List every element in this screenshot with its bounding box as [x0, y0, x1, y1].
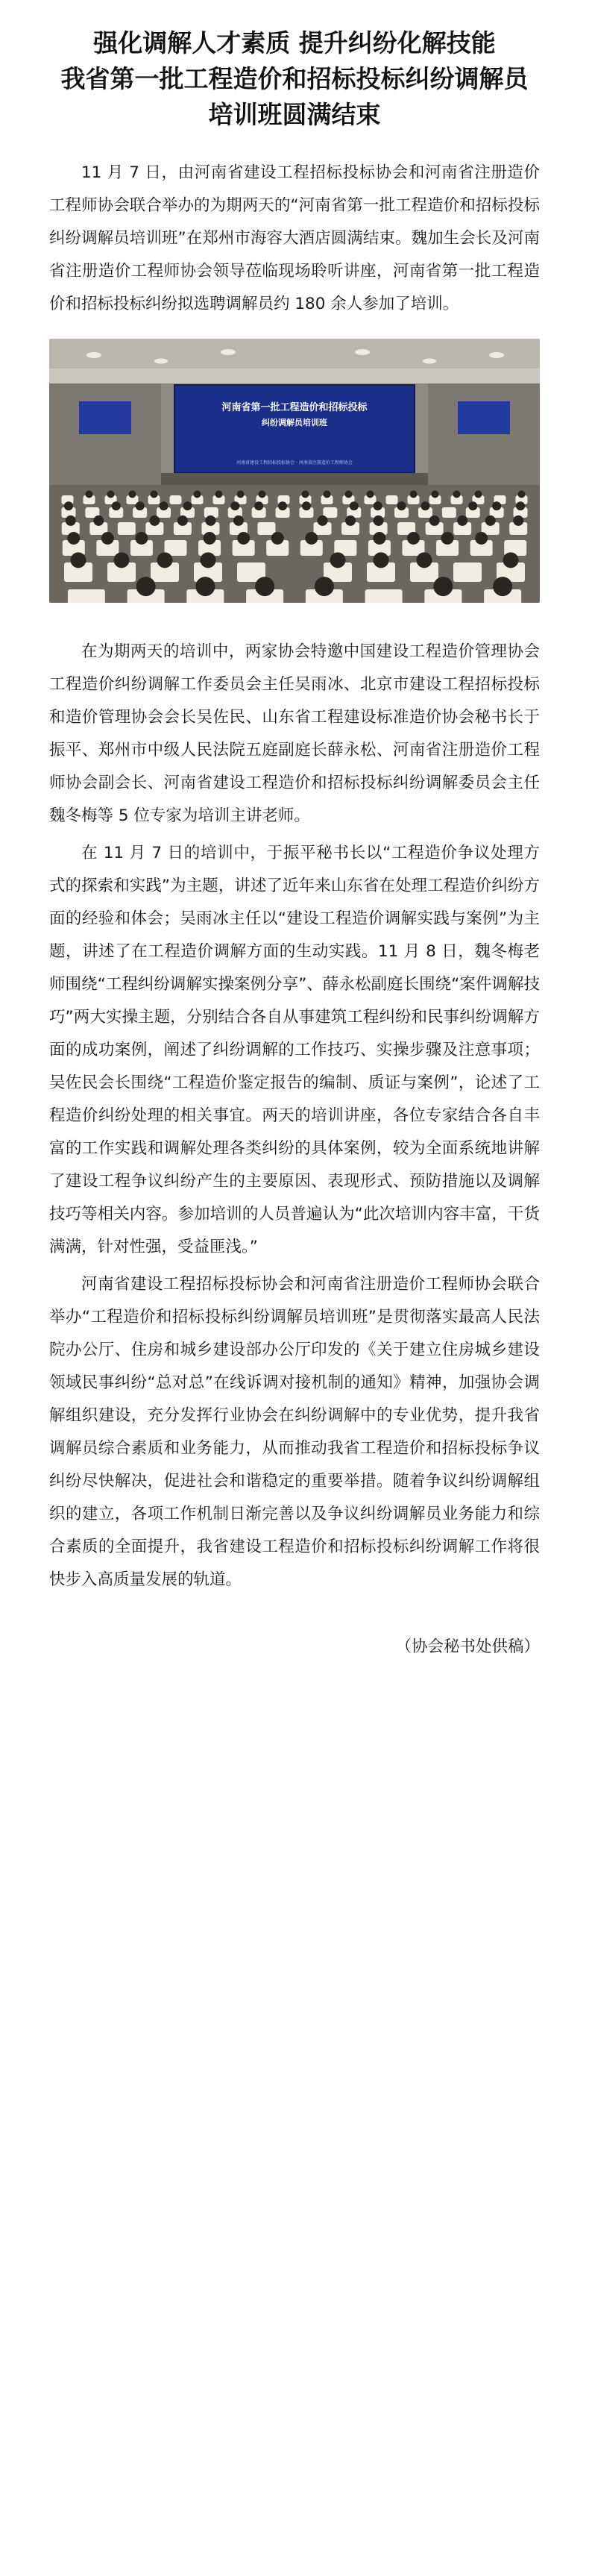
audience-head	[417, 552, 432, 568]
audience-head	[194, 491, 201, 498]
audience-head	[101, 532, 114, 545]
audience-head	[93, 515, 104, 526]
audience-head	[410, 491, 418, 498]
audience-head	[136, 501, 145, 510]
audience-head	[485, 515, 496, 526]
audience-head	[518, 491, 526, 498]
audience-head	[230, 501, 239, 510]
audience-head	[373, 532, 385, 545]
audience-head	[114, 552, 130, 568]
audience-chair	[118, 522, 136, 535]
audience-head	[205, 515, 215, 526]
audience-head	[107, 491, 115, 498]
audience-chair	[386, 495, 398, 504]
audience-head	[345, 491, 353, 498]
audience-head	[453, 491, 461, 498]
paragraph-significance: 河南省建设工程招标投标协会和河南省注册造价工程师协会联合举办“工程造价和招标投标纠纷调解员培训班”是贯彻落实最高人民法院办公厅、住房和城乡建设部办公厅印发的《关于建立住房城乡建设领域民事纠纷“总对总”在线诉调对接机制的通知》精神，加强协会调解组织建设，充分发挥行业协会在纠纷调解中的专业优势，提升我省调解员综合素质和业务能力，从而推动我省工程造价和招标投标争议纠纷尽快解决，促进社会和谐稳定的重要举措。随着争议纠纷调解组织的建立，各项工作机制日渐完善以及争议纠纷调解员业务能力和综合素质的全面提升，我省建设工程造价和招标投标纠纷调解工作将很快步入高质量发展的轨道。	[49, 1275, 540, 1589]
audience-head	[149, 515, 160, 526]
audience-head	[151, 491, 158, 498]
audience-head	[374, 552, 389, 568]
audience-head	[374, 515, 384, 526]
paragraph-lecturers: 在为期两天的培训中，两家协会特邀中国建设工程造价管理协会工程造价纠纷调解工作委员会主任吴雨冰、北京市建设工程招标投标和造价管理协会会长吴佐民、山东省工程建设标准造价协会秘书长于振平、郑州市中级人民法院五庭副庭长薛永松、河南省注册造价工程师协会副会长、河南省建设工程造价和招标投标纠纷调解委员会主任魏冬梅等 5 位专家为培训主讲老师。	[49, 642, 540, 825]
audience-head	[493, 577, 512, 596]
audience-head	[233, 515, 244, 526]
audience-head	[237, 532, 250, 545]
paragraph-intro: 11 月 7 日，由河南省建设工程招标投标协会和河南省注册造价工程师协会联合举办的为期两天的“河南省第一批工程造价和招标投标纠纷调解员培训班”在郑州市海容大酒店圆满结束。魏加生会长及河南省注册造价工程师协会领导莅临现场聆听讲座，河南省第一批工程造价和招标投标纠纷拟选聘调解员约 180 余人参加了培训。	[49, 163, 540, 313]
audience-head	[421, 501, 429, 510]
audience-head	[66, 515, 76, 526]
conference-photo-image	[49, 339, 540, 603]
audience-head	[305, 532, 318, 545]
audience-head	[129, 491, 136, 498]
audience-head	[135, 532, 148, 545]
audience-chair	[323, 507, 337, 518]
audience-head	[330, 552, 346, 568]
audience-head	[318, 515, 328, 526]
audience-head	[160, 501, 168, 510]
banner-text-line-2: 纠纷调解员培训班	[262, 418, 327, 427]
audience-head	[441, 532, 454, 545]
audience-head	[513, 515, 523, 526]
audience-head	[324, 491, 331, 498]
audience-head	[350, 501, 359, 510]
audience-head	[468, 501, 477, 510]
audience-chair	[442, 507, 456, 518]
article-source-signature: （协会秘书处供稿）	[395, 1638, 540, 1656]
audience-head	[201, 552, 216, 568]
audience-head	[255, 577, 274, 596]
title-line-2: 我省第一批工程造价和招标投标纠纷调解员培训班圆满结束	[60, 64, 529, 129]
banner-text-line-1: 河南省第一批工程造价和招标投标	[221, 402, 368, 413]
audience-head	[157, 552, 173, 568]
audience-head	[254, 501, 263, 510]
audience-head	[278, 501, 287, 510]
audience-head	[67, 532, 80, 545]
audience-head	[397, 501, 406, 510]
audience-chair	[170, 495, 182, 504]
audience-head	[204, 532, 216, 545]
audience-head	[433, 577, 453, 596]
article-title	[49, 0, 540, 133]
audience-head	[432, 491, 439, 498]
audience-head	[475, 532, 488, 545]
audience-head	[374, 501, 382, 510]
audience-head	[271, 532, 284, 545]
audience-head	[457, 515, 467, 526]
audience-head	[302, 491, 309, 498]
audience-head	[492, 501, 501, 510]
audience-head	[183, 501, 192, 510]
banner-text-small: 河南省建设工程招标投标协会 · 河南省注册造价工程师协会	[236, 460, 353, 466]
audience-head	[367, 491, 374, 498]
audience-head	[407, 532, 420, 545]
title-line-1: 强化调解人才素质 提升纠纷化解技能	[93, 28, 496, 57]
audience-head	[315, 577, 334, 596]
audience-head	[64, 501, 73, 510]
paragraph-training-content: 在 11 月 7 日的培训中，于振平秘书长以“工程造价争议处理方式的探索和实践”为主题，讲述了近年来山东省在处理工程造价纠纷方面的经验和体会；吴雨冰主任以“建设工程造价调解实践与案例”为主题，讲述了在工程造价调解方面的生动实践。11 月 8 日，魏冬梅老师围绕“工程纠纷调解实操案例分享”、薛永松副庭长围绕“案件调解技巧”两大实操主题，分别结合各自从事建筑工程纠纷和民事纠纷调解方面的成功案例，阐述了纠纷调解的工作技巧、实操步骤及注意事项；吴佐民会长围绕“工程造价鉴定报告的编制、质证与案例”，论述了工程造价纠纷处理的相关事宜。两天的培训讲座，各位专家结合各自丰富的工作实践和调解处理各类纠纷的具体案例，较为全面系统地讲解了建设工程争议纠纷产生的主要原因、表现形式、预防措施以及调解技巧等相关内容。参加培训的人员普遍认为“此次培训内容丰富，干货满满，针对性强，受益匪浅。”	[49, 844, 540, 1256]
audience-chair	[68, 589, 105, 603]
audience-head	[195, 577, 215, 596]
audience-head	[302, 501, 311, 510]
audience-head	[86, 491, 93, 498]
audience-head	[71, 552, 86, 568]
audience-head	[345, 515, 356, 526]
audience-head	[112, 501, 121, 510]
conference-photo	[49, 339, 540, 603]
audience-chair	[257, 522, 275, 535]
audience-chair	[453, 562, 482, 582]
audience-head	[503, 552, 519, 568]
audience-head	[475, 491, 482, 498]
audience-head	[429, 515, 440, 526]
audience-chair	[365, 589, 403, 603]
audience-head	[215, 491, 223, 498]
audience-head	[259, 491, 266, 498]
audience-head	[237, 491, 245, 498]
audience-head	[136, 577, 156, 596]
audience-head	[177, 515, 188, 526]
audience-head	[516, 501, 525, 510]
